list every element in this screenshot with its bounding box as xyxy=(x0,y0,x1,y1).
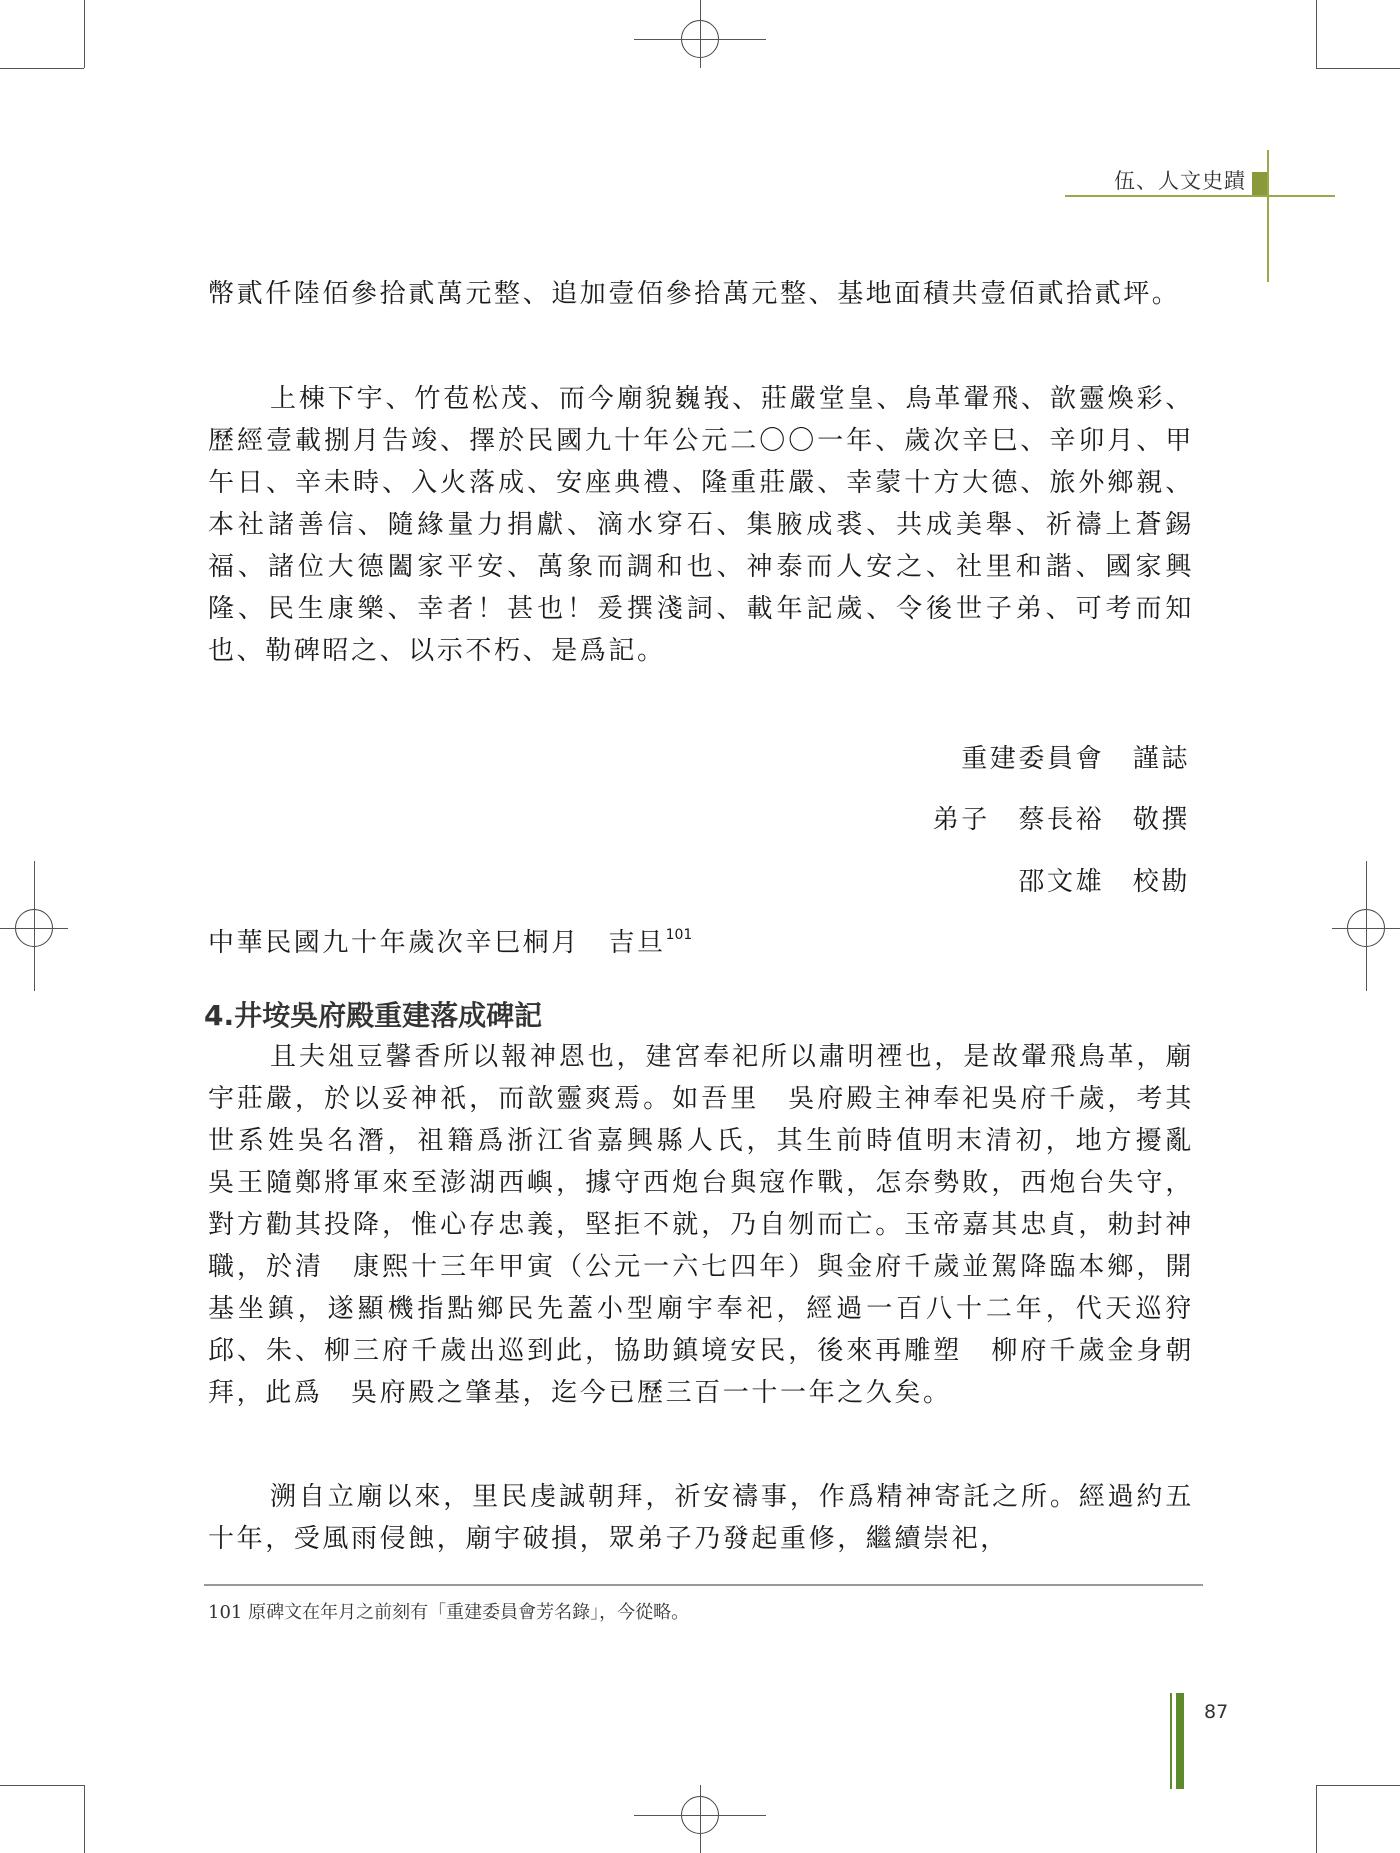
crop-mark xyxy=(1316,0,1317,68)
registration-mark xyxy=(1332,928,1400,929)
footnote: 101 原碑文在年月之前刻有「重建委員會芳名錄」，今從略。 xyxy=(208,1602,690,1623)
registration-mark xyxy=(634,39,766,40)
crop-mark xyxy=(1316,1785,1400,1786)
registration-mark xyxy=(1366,861,1367,991)
running-header: 伍、人文史蹟 xyxy=(1114,169,1246,193)
section-title: 4.井垵吳府殿重建落成碑記 xyxy=(204,999,543,1032)
date-line xyxy=(208,922,692,959)
footnote-ref: 101 xyxy=(665,927,693,943)
signature-line: 重建委員會 謹誌 xyxy=(961,744,1190,774)
header-rule-vertical xyxy=(1267,150,1269,282)
signature-line: 邵文雄 校勘 xyxy=(1018,867,1190,897)
crop-mark xyxy=(0,1785,84,1786)
page-bar xyxy=(1176,1693,1184,1789)
crop-mark xyxy=(1316,68,1400,69)
registration-mark xyxy=(700,1785,701,1853)
paragraph: 上棟下宇、竹苞松茂、而今廟貌巍峩、莊嚴堂皇、鳥革翬飛、歆靈煥彩、歷經壹載捌月告竣、擇於民國九十年公元二〇〇一年、歲次辛巳、辛卯月、甲午日、辛未時、入火落成、安座典禮、隆重莊嚴、幸蒙十方大德、旅外鄉親、本社諸善信、隨緣量力捐獻、滴水穿石、集腋成裘、共成美舉、祈禱上蒼錫福、諸位大德闔家平安、萬象而調和也、神泰而人安之、社里和諧、國家興隆、民生康樂、幸者！甚也！爰撰淺詞、載年記歲、令後世子弟、可考而知也、勒碑昭之、以示不朽、是爲記。 xyxy=(208,384,1194,666)
page-number: 87 xyxy=(1204,1701,1229,1723)
registration-mark xyxy=(34,861,35,991)
page-bar xyxy=(1170,1693,1172,1789)
crop-mark xyxy=(84,0,85,68)
signature-line: 弟子 蔡長裕 敬撰 xyxy=(932,805,1190,835)
paragraph: 幣貳仟陸佰參拾貳萬元整、追加壹佰參拾萬元整、基地面積共壹佰貳拾貳坪。 xyxy=(208,279,1181,309)
crop-mark xyxy=(84,1785,85,1853)
registration-mark xyxy=(0,928,68,929)
registration-mark xyxy=(700,0,701,68)
header-accent-block xyxy=(1252,172,1267,195)
date-text: 中華民國九十年歲次辛巳桐月 吉旦 xyxy=(208,928,666,958)
paragraph: 溯自立廟以來，里民虔誠朝拜，祈安禱事，作爲精神寄託之所。經過約五十年，受風雨侵蝕，廟宇破損，眾弟子乃發起重修，繼續崇祀， xyxy=(208,1482,1194,1554)
registration-mark xyxy=(634,1815,766,1816)
crop-mark xyxy=(1316,1785,1317,1853)
crop-mark xyxy=(0,68,84,69)
paragraph: 且夫俎豆馨香所以報神恩也，建宮奉祀所以肅明禋也，是故翬飛鳥革，廟宇莊嚴，於以妥神祇，而歆靈爽焉。如吾里 吳府殿主神奉祀吳府千歲，考其世系姓吳名潛，祖籍爲浙江省嘉興縣人氏，其生前時值明末清初，地方擾亂 吳王隨鄭將軍來至澎湖西嶼，據守西炮台與寇作戰，怎奈勢敗，西炮台失守，對方勸其投降，惟心存忠義，堅拒不就，乃自刎而亡。玉帝嘉其忠貞，勅封神職，於清 康熙十三年甲寅（公元一六七四年）與金府千歲並駕降臨本鄉，開基坐鎮，遂顯機指點鄉民先蓋小型廟宇奉祀，經過一百八十二年，代天巡狩邱、朱、柳三府千歲出巡到此，協助鎮境安民，後來再雕塑 柳府千歲金身朝拜，此爲 吳府殿之肇基，迄今已歷三百一十一年之久矣。 xyxy=(208,1042,1223,1408)
footnote-rule xyxy=(204,1584,1203,1586)
header-rule xyxy=(1065,195,1335,197)
